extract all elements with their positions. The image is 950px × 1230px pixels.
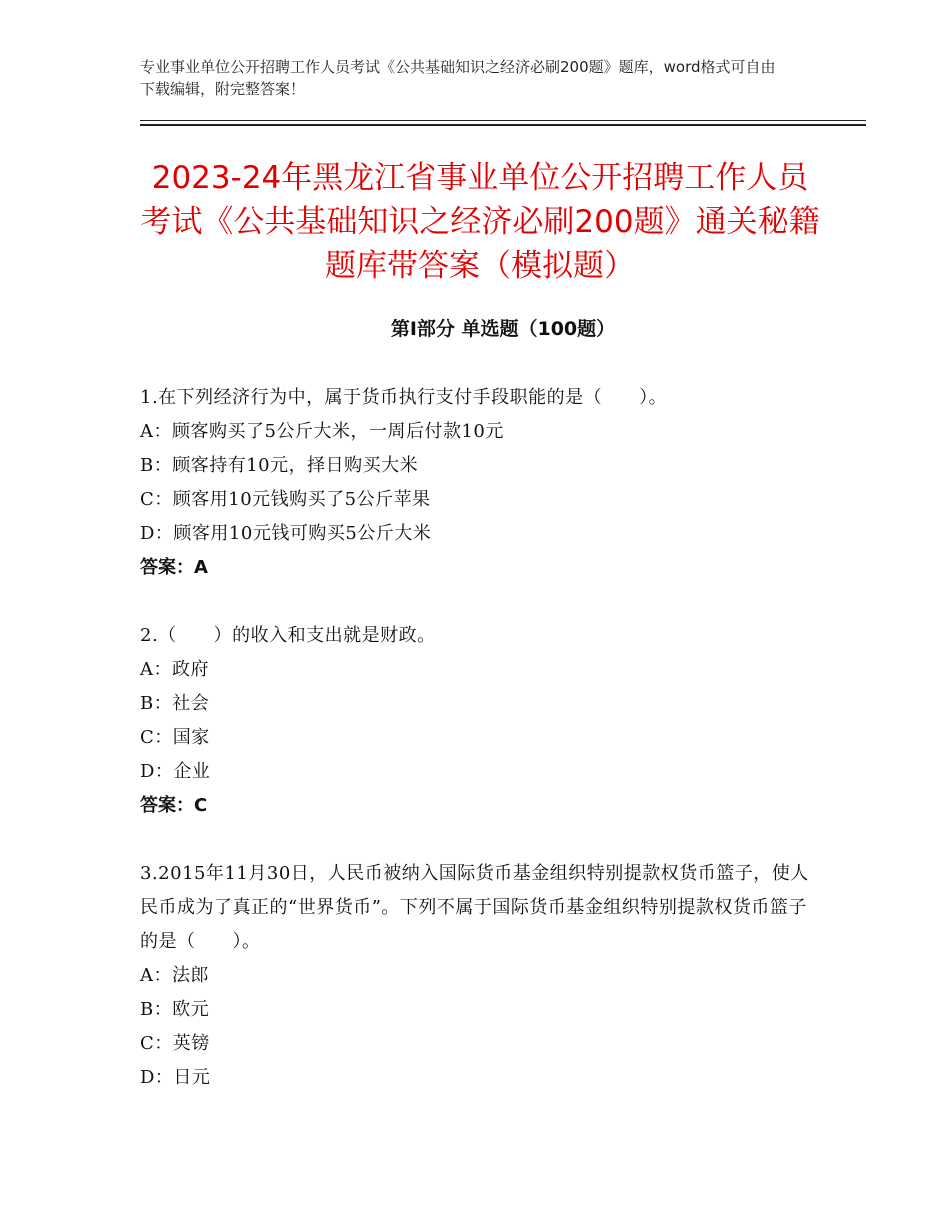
question-1 bbox=[140, 381, 820, 585]
question-list bbox=[140, 381, 820, 1129]
document-title: 2023-24年黑龙江省事业单位公开招聘工作人员考试《公共基础知识之经济必刷200题》通关秘籍题库带答案（模拟题） bbox=[140, 160, 820, 284]
option-c: C：英镑 bbox=[140, 1033, 210, 1054]
answer: 答案：A bbox=[140, 557, 208, 578]
option-d: D：顾客用10元钱可购买5公斤大米 bbox=[140, 523, 432, 544]
question-stem: 2.（ ）的收入和支出就是财政。 bbox=[140, 625, 436, 646]
section-title: 第Ⅰ部分 单选题（100题） bbox=[390, 318, 616, 340]
option-c: C：顾客用10元钱购买了5公斤苹果 bbox=[140, 489, 431, 510]
answer: 答案：C bbox=[140, 795, 208, 816]
question-stem: 1.在下列经济行为中，属于货币执行支付手段职能的是（ ）。 bbox=[140, 387, 668, 408]
option-c: C：国家 bbox=[140, 727, 210, 748]
header-divider-thin bbox=[140, 120, 866, 121]
header-note: 专业事业单位公开招聘工作人员考试《公共基础知识之经济必刷200题》题库，word格式可自由下载编辑，附完整答案！ bbox=[140, 58, 776, 98]
option-a: A：政府 bbox=[140, 659, 209, 680]
option-d: D：日元 bbox=[140, 1067, 211, 1088]
option-b: B：社会 bbox=[140, 693, 210, 714]
option-a: A：顾客购买了5公斤大米，一周后付款10元 bbox=[140, 421, 504, 442]
option-b: B：欧元 bbox=[140, 999, 210, 1020]
question-3 bbox=[140, 857, 820, 1095]
question-2 bbox=[140, 619, 820, 823]
question-stem: 3.2015年11月30日，人民币被纳入国际货币基金组织特别提款权货币篮子，使人民币成为了真正的“世界货币”。下列不属于国际货币基金组织特别提款权货币篮子的是（ ）。 bbox=[140, 863, 809, 952]
option-b: B：顾客持有10元，择日购买大米 bbox=[140, 455, 419, 476]
option-a: A：法郎 bbox=[140, 965, 209, 986]
header-divider-thick bbox=[140, 124, 866, 126]
option-d: D：企业 bbox=[140, 761, 211, 782]
